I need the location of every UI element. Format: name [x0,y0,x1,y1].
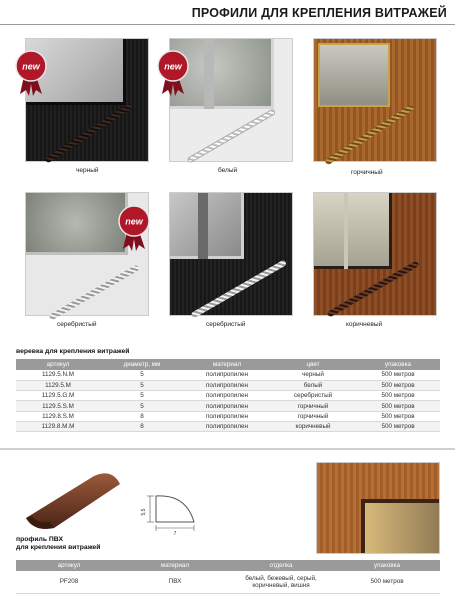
swatch-label: серебристый [57,321,97,328]
table-cell: 5 [100,370,184,380]
new-badge [14,50,48,96]
table-cell: 1129.8.S.M [16,411,100,421]
table-cell: 8 [100,421,184,431]
svg-text:new: new [164,61,182,72]
profile-spec-table [16,560,440,594]
table-row [16,571,440,593]
svg-text:new: new [22,61,40,72]
section-divider [0,448,455,450]
swatch-mustard [313,38,437,162]
column-header: артикул [16,560,122,571]
glass-pane [361,499,440,554]
svg-text:7: 7 [173,531,177,537]
profile-caption [16,536,100,552]
table-cell: коричневый [270,421,356,431]
table-cell: 1129.5.S.M [16,401,100,411]
swatch-brown [313,192,437,316]
table-row [16,421,440,431]
swatch-label: горчичный [351,169,383,176]
table-cell: горчичный [270,411,356,421]
table-cell: полипропилен [184,401,270,411]
profile-window-photo [316,462,440,554]
table-cell: 500 метров [356,411,440,421]
table-row [16,380,440,390]
column-header: цвет [270,359,356,370]
table-cell: 500 метров [356,401,440,411]
table-cell: 500 метров [334,571,440,593]
table-cell: 500 метров [356,391,440,401]
table-row [16,391,440,401]
table-cell: 5 [100,380,184,390]
profile-caption-line: профиль ПВХ [16,536,63,543]
table-row [16,401,440,411]
table-cell: 5 [100,391,184,401]
column-header: упаковка [334,560,440,571]
table-header-row [16,560,440,571]
table-cell: полипропилен [184,411,270,421]
table-cell: полипропилен [184,421,270,431]
table-cell: черный [270,370,356,380]
profile-caption-line: для крепления витражей [16,544,101,551]
table-cell: 1129.5.N.M [16,370,100,380]
table-cell: 1129.5.G.M [16,391,100,401]
title-divider [0,24,455,25]
table-row [16,411,440,421]
profile-photo [20,470,130,532]
column-header: диаметр, мм [100,359,184,370]
profile-cross-section [136,488,216,538]
column-header: материал [122,560,228,571]
glass-pane [314,193,392,269]
column-header: отделка [228,560,334,571]
table-cell: горчичный [270,401,356,411]
rope-table-caption: веревка для крепления витражей [16,348,130,355]
rope-spec-table [16,359,440,432]
swatch-label: серебристый [206,321,246,328]
swatch-label: белый [218,167,238,174]
table-cell: полипропилен [184,391,270,401]
table-cell: серебристый [270,391,356,401]
table-cell: 500 метров [356,380,440,390]
page-title: ПРОФИЛИ ДЛЯ КРЕПЛЕНИЯ ВИТРАЖЕЙ [191,6,447,20]
lead-strip [344,193,348,269]
svg-text:new: new [125,216,143,227]
table-cell: PF208 [16,571,122,593]
swatch-label: черный [76,167,99,174]
column-header: артикул [16,359,100,370]
table-cell: полипропилен [184,370,270,380]
swatch-silver-black [169,192,293,316]
table-cell: белый, бежевый, серый, коричневый, вишня [228,571,334,593]
table-cell: 500 метров [356,370,440,380]
lead-strip [198,193,208,259]
table-cell: 8 [100,411,184,421]
new-badge [117,205,151,251]
new-badge [156,50,190,96]
table-row [16,370,440,380]
table-cell: белый [270,380,356,390]
svg-text:5,5: 5,5 [141,508,147,516]
table-cell: 1129.5.M [16,380,100,390]
lead-strip [204,39,214,109]
table-cell: 500 метров [356,421,440,431]
swatch-label: коричневый [346,321,383,328]
glass-pane [26,193,128,255]
column-header: упаковка [356,359,440,370]
glass-pane [318,43,390,107]
table-cell: ПВХ [122,571,228,593]
table-cell: 1129.8.M.M [16,421,100,431]
table-cell: полипропилен [184,380,270,390]
table-header-row [16,359,440,370]
table-cell: 5 [100,401,184,411]
column-header: материал [184,359,270,370]
